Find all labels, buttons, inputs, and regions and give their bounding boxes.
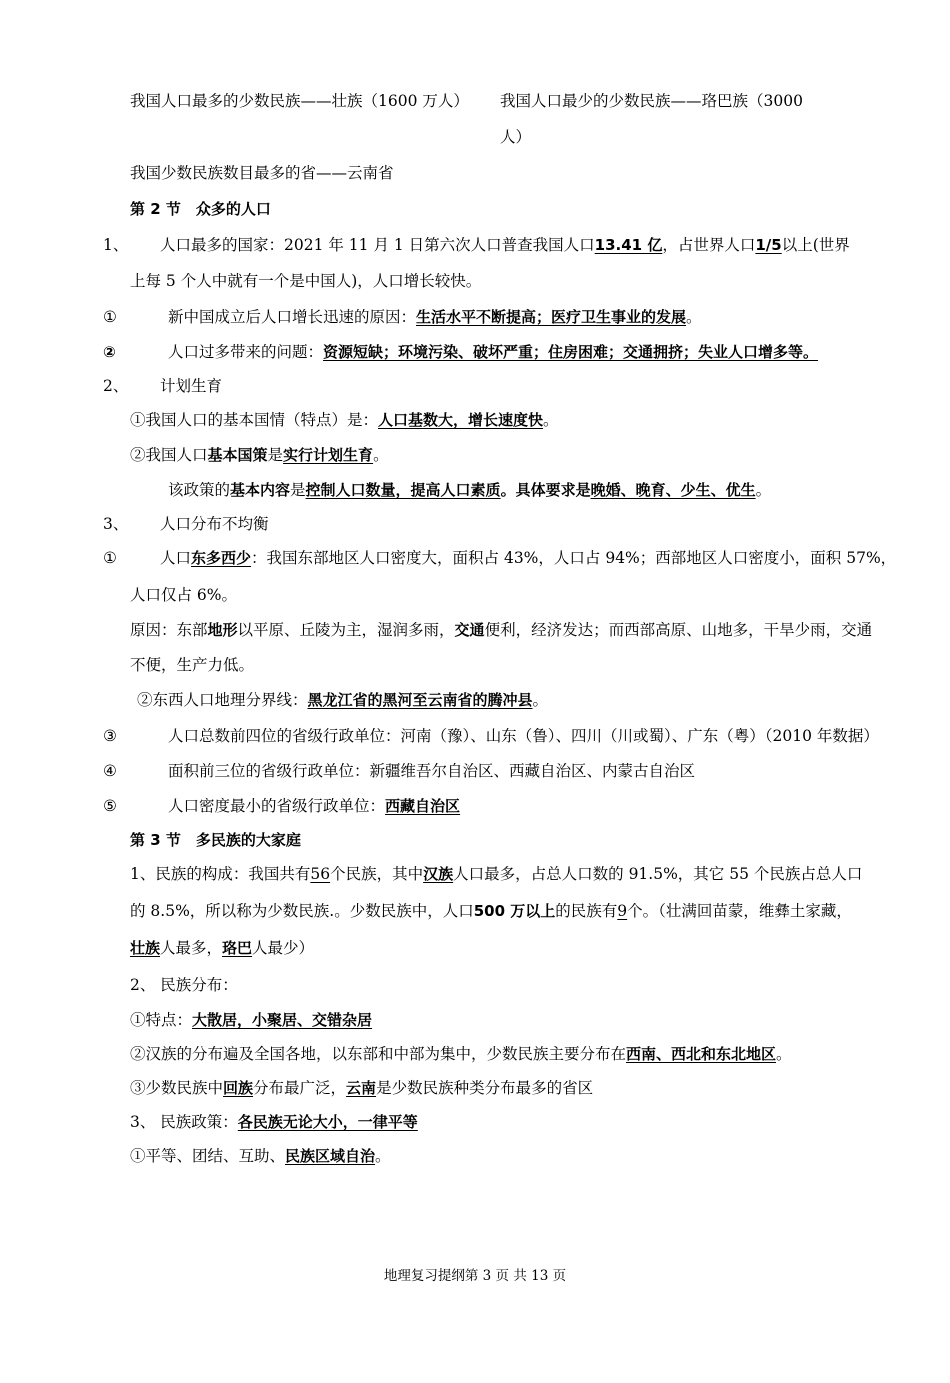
paragraph-ethnic-composition: 1、民族的构成：我国共有56个民族，其中汉族人口最多，占总人口数的 91.5%，其它 55 个民族占总人口 [130, 865, 863, 883]
item-marker-3e: ⑤ [103, 797, 117, 815]
paragraph-han-distribution: ②汉族的分布遍及全国各地，以东部和中部为集中，少数民族主要分布在西南、西北和东北地区。 [130, 1045, 792, 1063]
paragraph-reason-cont: 不便，生产力低。 [130, 656, 255, 674]
paragraph-population-largest: 人口最多的国家：2021 年 11 月 1 日第六次人口普查我国人口13.41 亿，占世界人口1/5以上(世界 [160, 236, 850, 254]
section-3-title: 第 3 节 多民族的大家庭 [130, 831, 301, 849]
line-smallest-minority-cont: 人） [500, 128, 532, 146]
page-footer: 地理复习提纲第 3 页 共 13 页 [383, 1268, 567, 1284]
item-marker-2: 2、 [103, 377, 129, 395]
paragraph-ethnic-composition-cont2: 壮族人最多，珞巴人最少） [130, 939, 315, 957]
item-marker-1: 1、 [103, 236, 129, 254]
paragraph-lowest-density: 人口密度最小的省级行政单位：西藏自治区 [168, 797, 461, 815]
item-marker-1a: ① [103, 308, 117, 326]
line-smallest-minority: 我国人口最少的少数民族——珞巴族（3000 [500, 92, 803, 110]
paragraph-reason: 原因：东部地形以平原、丘陵为主，湿润多雨，交通便利，经济发达；而西部高原、山地多，干旱少雨，交通 [130, 621, 873, 639]
paragraph-overpopulation-problems: 人口过多带来的问题：资源短缺；环境污染、破坏严重；住房困难；交通拥挤；失业人口增多等。 [168, 343, 819, 361]
world-share-value: 1/5 [755, 236, 782, 254]
section-2-title: 第 2 节 众多的人口 [130, 200, 271, 218]
paragraph-population-largest-cont: 上每 5 个人中就有一个是中国人)，人口增长较快。 [130, 272, 482, 290]
paragraph-distribution-features: ①特点：大散居，小聚居、交错杂居 [130, 1011, 373, 1029]
item-marker-3: 3、 [103, 515, 129, 533]
line-largest-minority: 我国人口最多的少数民族——壮族（1600 万人） [130, 92, 469, 110]
item-marker-3d: ④ [103, 762, 117, 780]
paragraph-top-three-area: 面积前三位的省级行政单位：新疆维吾尔自治区、西藏自治区、内蒙古自治区 [168, 762, 696, 780]
item-marker-3a: ① [103, 549, 117, 567]
paragraph-national-policy: ②我国人口基本国策是实行计划生育。 [130, 446, 389, 464]
item-marker-3c: ③ [103, 727, 117, 745]
paragraph-policy-content: 该政策的基本内容是控制人口数量，提高人口素质。具体要求是晚婚、晚育、少生、优生。 [168, 481, 772, 499]
paragraph-top-four-population: 人口总数前四位的省级行政单位：河南（豫）、山东（鲁）、四川（川或蜀）、广东（粤）（2010 年数据） [168, 727, 879, 745]
item-marker-1b: ② [103, 343, 116, 361]
paragraph-hui-yunnan: ③少数民族中回族分布最广泛，云南是少数民族种类分布最多的省区 [130, 1079, 594, 1097]
paragraph-policy-principles: ①平等、团结、互助、民族区域自治。 [130, 1147, 391, 1165]
heading-ethnic-distribution: 2、 民族分布： [130, 976, 238, 994]
paragraph-ethnic-policy: 3、 民族政策：各民族无论大小，一律平等 [130, 1113, 418, 1131]
line-most-minorities-province: 我国少数民族数目最多的省——云南省 [130, 164, 394, 182]
paragraph-east-west-cont: 人口仅占 6%。 [130, 586, 238, 604]
paragraph-growth-reason: 新中国成立后人口增长迅速的原因：生活水平不断提高；医疗卫生事业的发展。 [168, 308, 702, 326]
paragraph-boundary-line: ②东西人口地理分界线：黑龙江省的黑河至云南省的腾冲县。 [137, 691, 549, 709]
heading-uneven-distribution: 人口分布不均衡 [160, 515, 269, 533]
paragraph-east-west: 人口东多西少：我国东部地区人口密度大，面积占 43%，人口占 94%；西部地区人口密度小，面积 57%， [160, 549, 897, 567]
population-value: 13.41 亿 [594, 236, 663, 254]
paragraph-ethnic-composition-cont: 的 8.5%，所以称为少数民族.。少数民族中，人口500 万以上的民族有9个。（壮满回苗蒙，维彝土家藏， [130, 902, 852, 920]
heading-family-planning: 计划生育 [160, 377, 223, 395]
paragraph-national-conditions: ①我国人口的基本国情（特点）是：人口基数大，增长速度快。 [130, 411, 559, 429]
